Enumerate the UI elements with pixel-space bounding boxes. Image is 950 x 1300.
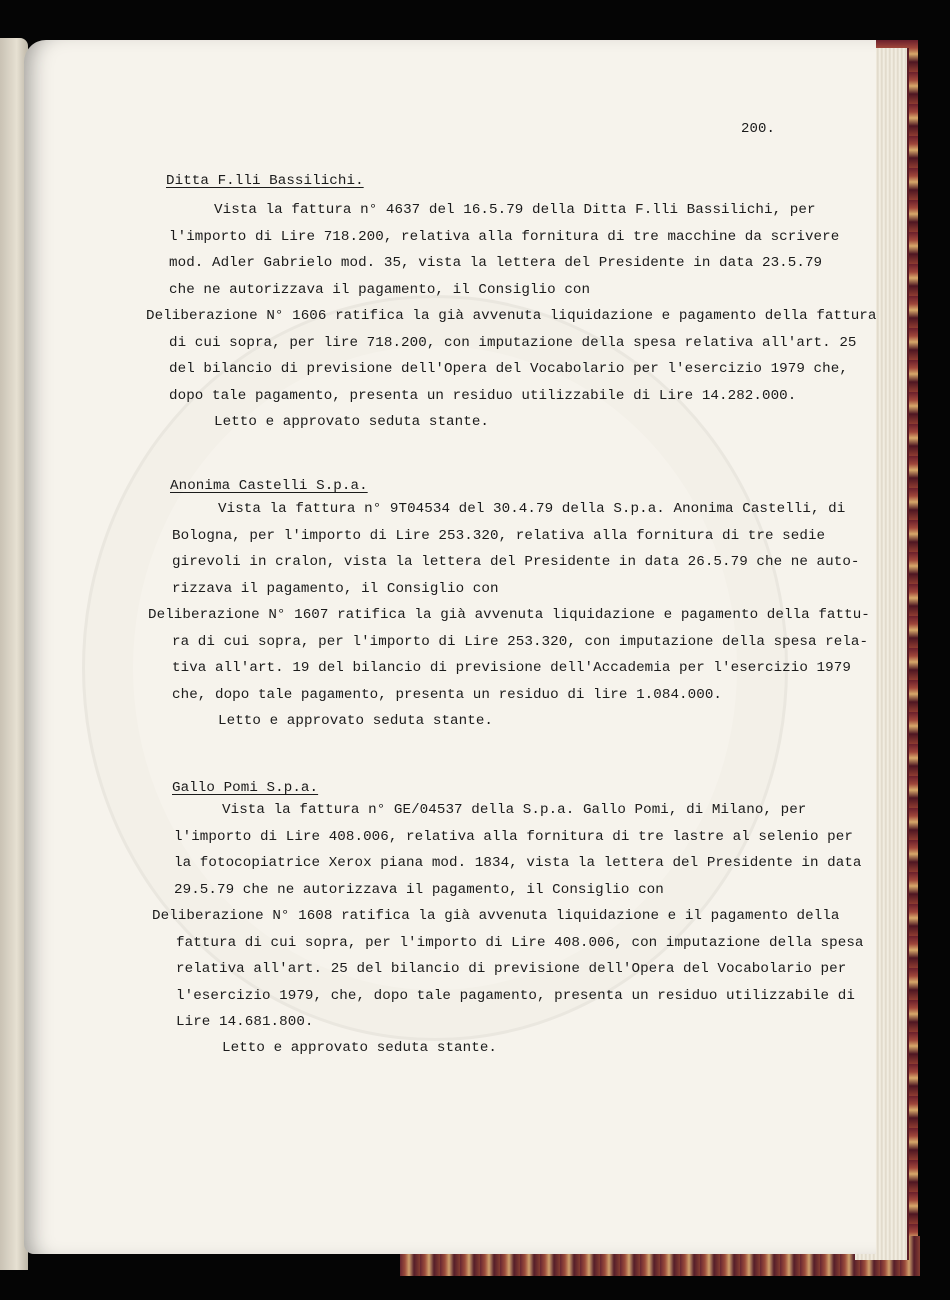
- text-line: ra di cui sopra, per l'importo di Lire 253.320, con imputazione della spesa rela-: [172, 634, 869, 650]
- closing-line: Letto e approvato seduta stante.: [218, 713, 494, 729]
- text-line: rizzava il pagamento, il Consiglio con: [172, 581, 499, 597]
- text-line: Deliberazione N° 1607 ratifica la già avvenuta liquidazione e pagamento della fattu-: [148, 607, 870, 623]
- closing-line: Letto e approvato seduta stante.: [214, 414, 490, 430]
- text-line: la fotocopiatrice Xerox piana mod. 1834, vista la lettera del Presidente in data: [174, 855, 862, 871]
- text-line: l'esercizio 1979, che, dopo tale pagamento, presenta un residuo utilizzabile di: [176, 988, 855, 1004]
- document-page: [24, 40, 876, 1254]
- text-line: relativa all'art. 25 del bilancio di previsione dell'Opera del Vocabolario per: [176, 961, 847, 977]
- text-line: l'importo di Lire 718.200, relativa alla fornitura di tre macchine da scrivere: [169, 229, 840, 245]
- text-line: l'importo di Lire 408.006, relativa alla fornitura di tre lastre al selenio per: [174, 829, 853, 845]
- text-line: di cui sopra, per lire 718.200, con imputazione della spesa relativa all'art. 25: [169, 335, 857, 351]
- text-line: Vista la fattura n° GE/04537 della S.p.a. Gallo Pomi, di Milano, per: [222, 802, 807, 818]
- section-heading: Anonima Castelli S.p.a.: [170, 478, 368, 494]
- text-line: fattura di cui sopra, per l'importo di Lire 408.006, con imputazione della spesa: [176, 935, 864, 951]
- text-line: Deliberazione N° 1606 ratifica la già avvenuta liquidazione e pagamento della fattura: [146, 308, 876, 324]
- page-number: 200.: [741, 121, 775, 137]
- text-line: che, dopo tale pagamento, presenta un residuo di lire 1.084.000.: [172, 687, 723, 703]
- text-line: Vista la fattura n° 4637 del 16.5.79 della Ditta F.lli Bassilichi, per: [214, 202, 816, 218]
- text-line: dopo tale pagamento, presenta un residuo utilizzabile di Lire 14.282.000.: [169, 388, 797, 404]
- text-line: girevoli in cralon, vista la lettera del Presidente in data 26.5.79 che ne auto-: [172, 554, 860, 570]
- section-heading: Ditta F.lli Bassilichi.: [166, 173, 364, 189]
- text-line: Vista la fattura n° 9T04534 del 30.4.79 della S.p.a. Anonima Castelli, di: [218, 501, 846, 517]
- text-line: Deliberazione N° 1608 ratifica la già avvenuta liquidazione e il pagamento della: [152, 908, 840, 924]
- text-line: del bilancio di previsione dell'Opera del Vocabolario per l'esercizio 1979 che,: [169, 361, 848, 377]
- section-heading: Gallo Pomi S.p.a.: [172, 780, 319, 796]
- closing-line: Letto e approvato seduta stante.: [222, 1040, 498, 1056]
- text-line: Lire 14.681.800.: [176, 1014, 314, 1030]
- text-line: Bologna, per l'importo di Lire 253.320, relativa alla fornitura di tre sedie: [172, 528, 826, 544]
- text-line: mod. Adler Gabrielo mod. 35, vista la lettera del Presidente in data 23.5.79: [169, 255, 823, 271]
- text-line: che ne autorizzava il pagamento, il Consiglio con: [169, 282, 591, 298]
- text-line: tiva all'art. 19 del bilancio di previsione dell'Accademia per l'esercizio 1979: [172, 660, 851, 676]
- text-line: 29.5.79 che ne autorizzava il pagamento, il Consiglio con: [174, 882, 664, 898]
